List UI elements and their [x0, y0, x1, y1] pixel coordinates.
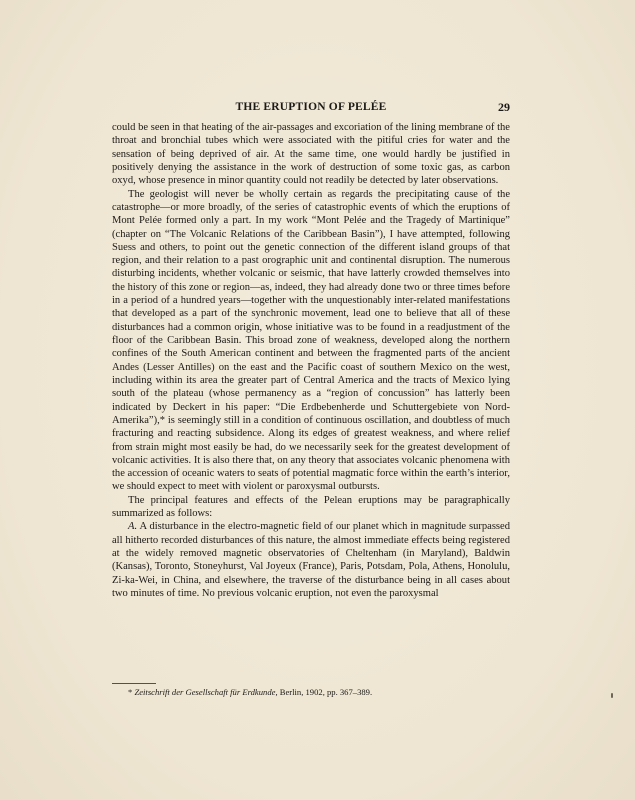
footnote-details: , Berlin, 1902, pp. 367–389. — [275, 687, 373, 697]
item-a-text: A disturbance in the electro-magnetic field of our planet which in magnitude surpassed all hitherto recorded disturbances of this nature, the almost immediate effects being registered at the widely removed magnetic observatories of Cheltenham (in Maryland), Baldwin (Kansas), Toronto, Stoneyhurst, Val Joyeux (France), Paris, Potsdam, Pola, Athens, Honolulu, Zi-ka-Wei, in China, and elsewhere, the traverse of the disturbance being in all cases about two minutes of time. No previous volcanic eruption, not even the paroxysmal — [112, 521, 510, 599]
paragraph-principal-features: The principal features and effects of the Pelean eruptions may be paragraphically summarized as follows: — [112, 494, 510, 520]
running-title: THE ERUPTION OF PELÉE — [235, 101, 387, 113]
footnote — [128, 687, 508, 698]
paragraph-item-a — [112, 520, 510, 600]
paragraph-geologist: The geologist will never be wholly certain as regards the precipitating cause of the catastrophe—or more broadly, of the series of catastrophic events of which the eruptions of Mont Pelée formed only a part. In my work “Mont Pelée and the Tragedy of Martinique” (chapter on “The Volcanic Relations of the Caribbean Basin”), I have attempted, following Suess and others, to point out the genetic connection of the different island groups of that region, and their relation to a past orographic unit and continental disruption. The numerous disturbing incidents, whether volcanic or seismic, that have latterly crowded themselves into the history of this zone or region—as, indeed, they had already done two or three times before in a period of a hundred years—together with the unquestionably inter-related manifestations that developed as a part of the synchronic movement, lead one to believe that all of these disturbances had a common origin, whose initiative was to be found in a readjustment of the floor of the Caribbean Basin. This broad zone of weakness, developed along the northern confines of the South American continent and between the fragmented parts of the ancient Andes (Lesser Antilles) on the east and the Pacific coast of southern Mexico on the west, including within its area the greater part of Central America and the tracts of Mexico lying south of the plateau (whose permanency as a “region of concussion” has latterly been indicated by Deckert in his paper: “Die Erdbebenherde und Schuttergebiete von Nord-Amerika”),* is seemingly still in a condition of continuous oscillation, and doubtless of much fracturing and reacting subsidence. Along its edges of greatest weakness, and where relief from strain might most easily be had, do we necessarily seek for the greatest development of volcanic activities. It is also there that, on any theory that associates volcanic phenomena with the accession of oceanic waters to seats of potential magmatic force within the earth’s interior, we should expect to meet with violent or paroxysmal outbursts. — [112, 188, 510, 493]
footnote-source: Zeitschrift der Gesellschaft für Erdkunde — [134, 687, 276, 697]
footnote-rule — [112, 683, 156, 684]
page-number: 29 — [498, 100, 510, 114]
footnote-marker: * — [128, 687, 133, 697]
body-text — [112, 121, 510, 600]
page-header — [112, 101, 510, 117]
paragraph-continuation: could be seen in that heating of the air-passages and excoriation of the lining membrane of the throat and bronchial tubes which were associated with the pitiful cries for water and the sensation of being deprived of air. At the same time, one would hardly be justified in positively denying the assistance in the work of destruction of some toxic gas, as carbon oxyd, whose presence in minor quantity could not readily be detected by later observations. — [112, 122, 510, 187]
page-blemish — [611, 693, 613, 698]
item-a-marker: A. — [128, 521, 138, 533]
